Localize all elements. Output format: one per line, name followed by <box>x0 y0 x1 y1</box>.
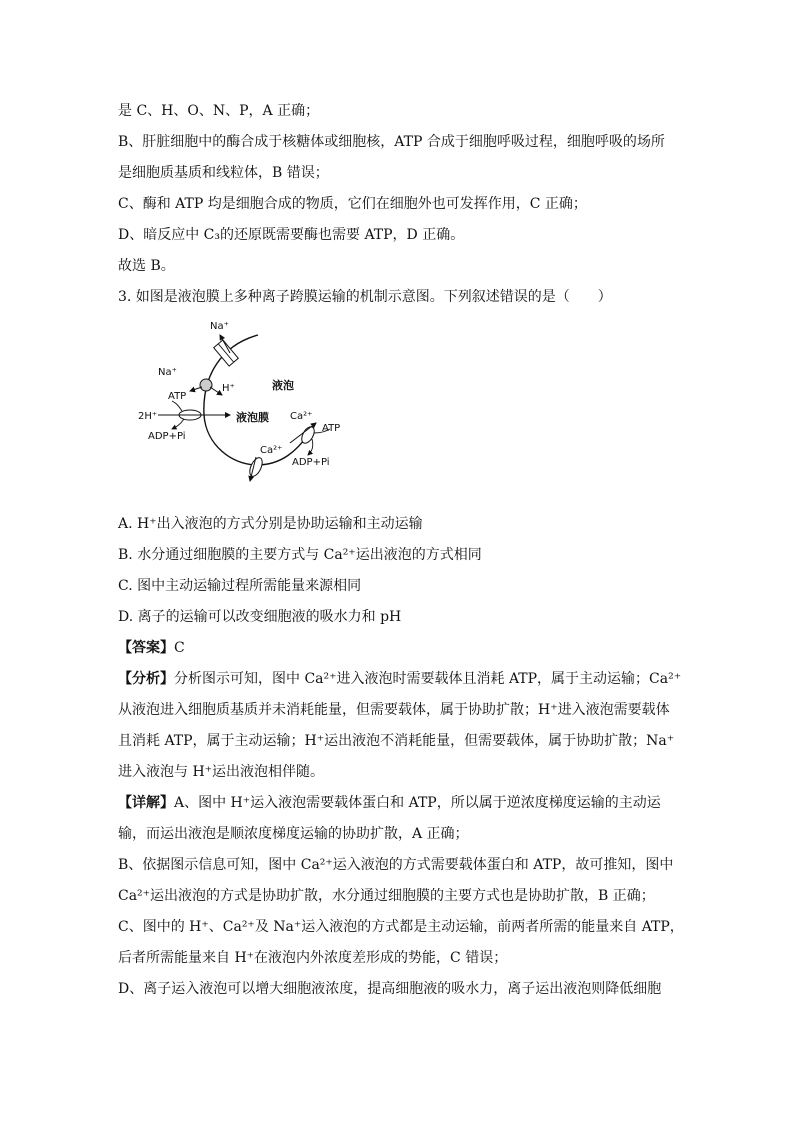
analysis-tag: 【分析】 <box>118 671 174 687</box>
analysis-line: 且消耗 ATP，属于主动运输；H⁺运出液泡不消耗能量，但需要载体，属于协助扩散；Na⁺ <box>118 733 675 749</box>
option-b: B. 水分通过细胞膜的主要方式与 Ca²⁺运出液泡的方式相同 <box>118 547 482 563</box>
option-d: D. 离子的运输可以改变细胞液的吸水力和 pH <box>118 609 402 625</box>
detail-line: C、图中的 H⁺、Ca²⁺及 Na⁺运入液泡的方式都是主动运输，前两者所需的能量来自 ATP， <box>118 919 684 935</box>
answer-value: C <box>174 640 185 656</box>
detail-line: Ca²⁺运出液泡的方式是协助扩散，水分通过细胞膜的主要方式也是协助扩散，B 正确； <box>118 888 655 904</box>
text-line: 是细胞质基质和线粒体，B 错误； <box>118 165 329 181</box>
text-line: B、肝脏细胞中的酶合成于核糖体或细胞核，ATP 合成于细胞呼吸过程，细胞呼吸的场所 <box>118 134 665 150</box>
detail-line: D、离子运入液泡可以增大细胞液浓度，提高细胞液的吸水力，离子运出液泡则降低细胞 <box>118 981 662 997</box>
option-c: C. 图中主动运输过程所需能量来源相同 <box>118 578 362 594</box>
text-line: D、暗反应中 C₃的还原既需要酶也需要 ATP，D 正确。 <box>118 227 465 243</box>
question-stem: 3. 如图是液泡膜上多种离子跨膜运输的机制示意图。下列叙述错误的是（ ） <box>118 289 612 305</box>
label-h-mid: H⁺ <box>222 383 235 394</box>
detail-line: 后者所需能量来自 H⁺在液泡内外浓度差形成的势能，C 错误； <box>118 950 508 966</box>
h-channel-ball <box>200 379 212 391</box>
analysis-line: 从液泡进入细胞质基质并未消耗能量，但需要载体，属于协助扩散；H⁺进入液泡需要载体 <box>118 702 670 718</box>
answer-tag: 【答案】 <box>118 640 174 656</box>
detail-line: B、依据图示信息可知，图中 Ca²⁺运入液泡的方式需要载体蛋白和 ATP，故可推知，图中 <box>118 857 674 873</box>
label-membrane: 液泡膜 <box>236 411 269 424</box>
label-atp-left: ATP <box>168 391 187 402</box>
label-ca-top: Ca²⁺ <box>290 411 313 422</box>
text-line: 故选 B。 <box>118 258 175 274</box>
label-na-left: Na⁺ <box>158 367 177 378</box>
analysis-line: 进入液泡与 H⁺运出液泡相伴随。 <box>118 764 325 780</box>
text-line: C、酶和 ATP 均是细胞合成的物质，它们在细胞外也可发挥作用，C 正确； <box>118 196 587 212</box>
detail-line <box>118 788 678 819</box>
label-na-top: Na⁺ <box>210 321 229 332</box>
label-adp-left: ADP+Pi <box>148 431 186 442</box>
detail-line: 输，而运出液泡是顺浓度梯度运输的协助扩散，A 正确； <box>118 826 469 842</box>
label-atp-right: ATP <box>322 423 341 434</box>
label-2h: 2H⁺ <box>138 411 158 422</box>
vacuole-membrane-diagram <box>122 315 382 501</box>
answer-line <box>118 633 678 664</box>
option-a: A. H⁺出入液泡的方式分别是协助运输和主动运输 <box>118 516 423 532</box>
ca-channel <box>247 456 265 478</box>
document-page <box>118 96 684 1005</box>
text-line: 是 C、H、O、N、P，A 正确； <box>118 103 320 119</box>
analysis-line <box>118 664 682 695</box>
label-vacuole: 液泡 <box>272 379 294 392</box>
label-ca-mid: Ca²⁺ <box>260 445 283 456</box>
detail-tag: 【详解】 <box>118 795 174 811</box>
analysis-text: 分析图示可知，图中 Ca²⁺进入液泡时需要载体且消耗 ATP，属于主动运输；Ca²⁺ <box>174 671 682 687</box>
label-adp-right: ADP+Pi <box>292 457 330 468</box>
detail-text: A、图中 H⁺运入液泡需要载体蛋白和 ATP，所以属于逆浓度梯度运输的主动运 <box>174 795 661 811</box>
diagram-svg <box>122 315 382 501</box>
